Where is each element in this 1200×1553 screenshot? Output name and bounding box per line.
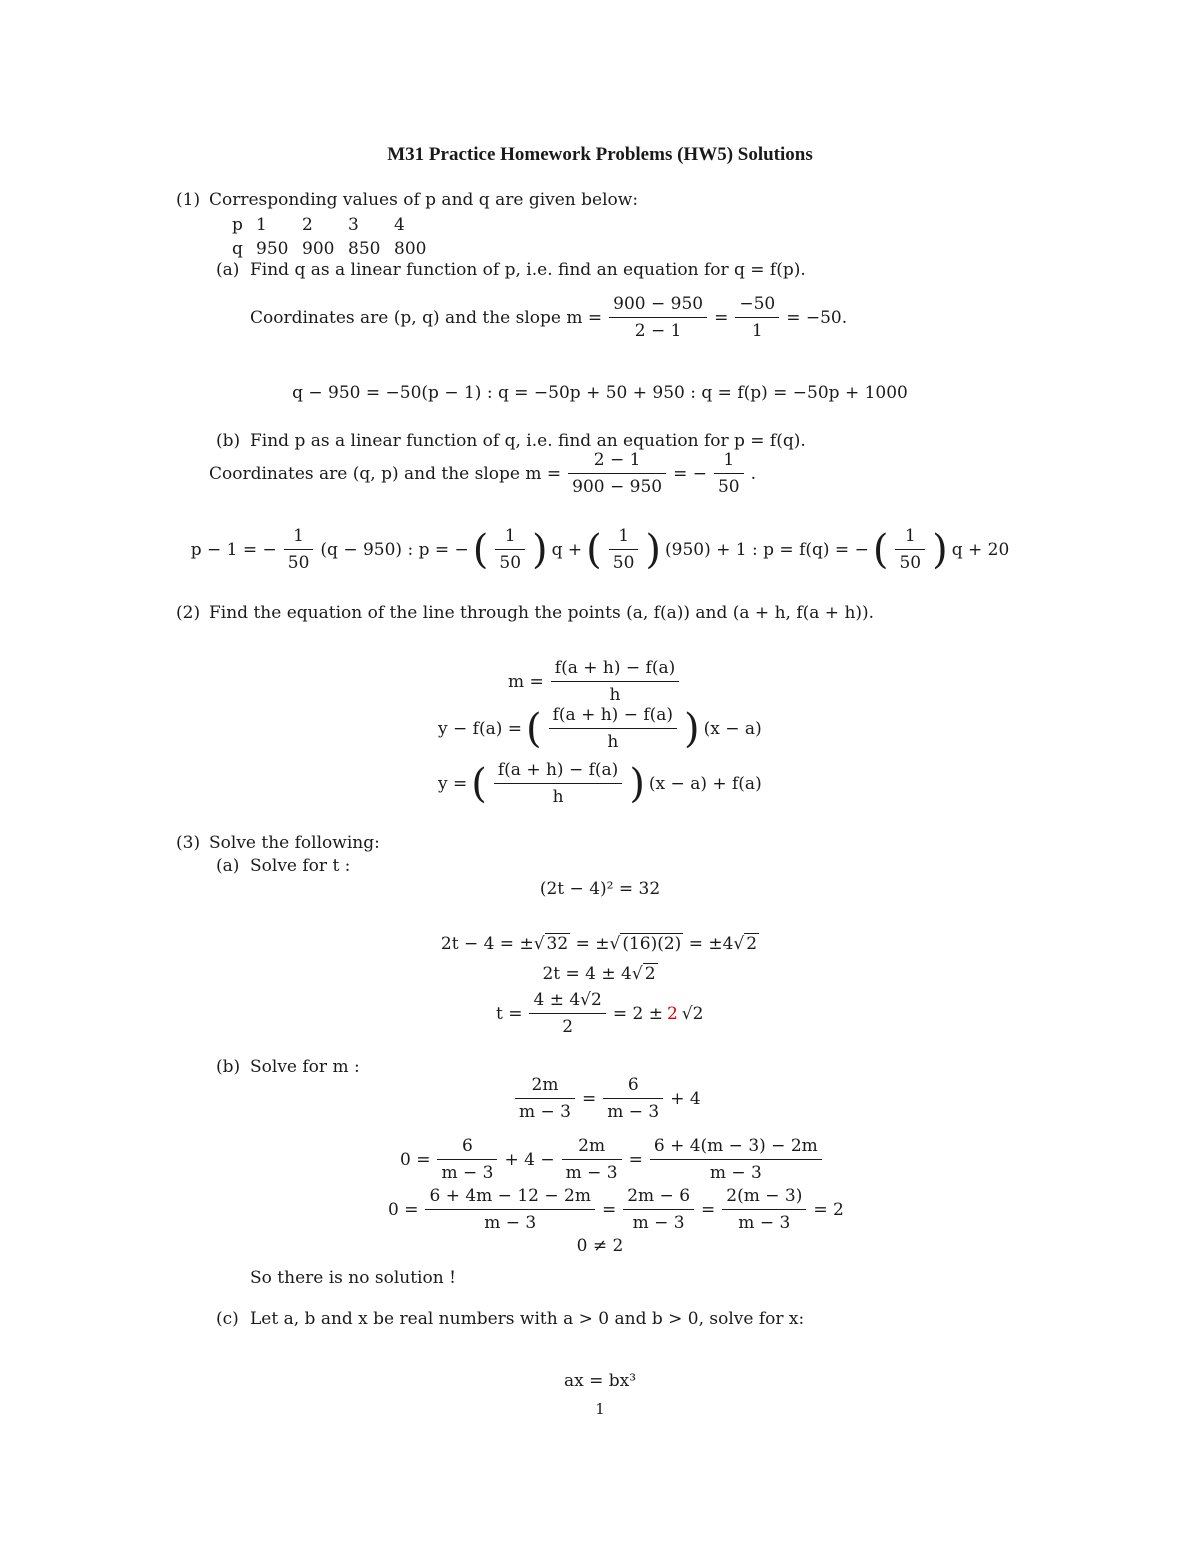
equation-part: = 2: [813, 1199, 844, 1220]
problem-1-label: (1): [176, 190, 201, 210]
numerator: 1: [284, 526, 314, 550]
numerator: f(a + h) − f(a): [549, 705, 677, 729]
equation-part: (q − 950) : p = −: [320, 539, 469, 560]
radicand: (16)(2): [622, 934, 682, 954]
equation-part: 0 =: [388, 1199, 419, 1220]
numerator: 1: [714, 450, 744, 474]
problem-2-text: Find the equation of the line through the points (a, f(a)) and (a + h, f(a + h)).: [209, 603, 875, 623]
equation-part: t =: [496, 1003, 523, 1024]
problem-2-label: (2): [176, 603, 201, 623]
numerator: 6 + 4(m − 3) − 2m: [650, 1136, 822, 1160]
numerator: 2m: [562, 1136, 622, 1160]
part-3c-text: Let a, b and x be real numbers with a > 0 and b > 0, solve for x:: [250, 1309, 805, 1329]
denominator: h: [552, 787, 564, 807]
part-3b-label: (b): [216, 1057, 241, 1077]
radicand: 2: [644, 964, 656, 984]
numerator: 2(m − 3): [722, 1186, 806, 1210]
fraction: [609, 294, 707, 341]
point-slope-formula: y − f(a) = ( $\frac{f(a + h) - f(a)}{h}$ ) (x − a): [438, 705, 762, 752]
fraction: [895, 526, 925, 573]
part-1a-label: (a): [216, 260, 240, 280]
pq-values-table: [232, 214, 440, 262]
denominator: 50: [899, 553, 922, 573]
table-cell: 3: [348, 215, 359, 235]
fraction: [425, 1186, 594, 1233]
equation-part: y − f(a) =: [438, 718, 522, 739]
equation-part: = ±√: [570, 934, 621, 954]
equation-part: = ±4√: [683, 934, 745, 954]
radicand: 2: [746, 934, 758, 954]
numerator: 6: [437, 1136, 497, 1160]
numerator: 6: [603, 1075, 663, 1099]
fraction: [568, 450, 666, 497]
part-1a-equation: q − 950 = −50(p − 1) : q = −50p + 50 + 950 : q = f(p) = −50p + 1000: [292, 383, 908, 403]
equation-part: (x − a) + f(a): [648, 773, 762, 794]
fraction: [623, 1186, 694, 1233]
slope-formula: [508, 658, 682, 705]
denominator: 2: [562, 1017, 574, 1037]
equation-part: = 2 ±: [612, 1003, 663, 1024]
equation-3b-3: 0 = $\frac{6 + 4m - 12 - 2m}{m - 3}$ = $\frac{2m - 6}{m - 3}$ = $\frac{2(m - 3)}{m - 3}$ = 2: [388, 1186, 844, 1233]
fraction: [551, 658, 679, 705]
numerator: f(a + h) − f(a): [494, 760, 622, 784]
denominator: 50: [287, 553, 310, 573]
problem-3-text: Solve the following:: [209, 833, 380, 853]
equation-3a-4: [496, 990, 703, 1037]
table-row: [232, 238, 440, 262]
table-cell: 4: [394, 215, 405, 235]
part-1a-text: Find q as a linear function of p, i.e. find an equation for q = f(p).: [250, 260, 806, 280]
denominator: m − 3: [607, 1102, 660, 1122]
equation-part: (x − a): [703, 718, 762, 739]
table-cell: 950: [256, 239, 289, 259]
slope-result: = −50.: [786, 307, 848, 328]
fraction: [529, 990, 605, 1037]
equation-3b-2: 0 = $\frac{6}{m - 3}$ + 4 − $\frac{2m}{m - 3}$ = $\frac{6 + 4(m - 3) - 2m}{m - 3}$: [400, 1136, 825, 1183]
denominator: m − 3: [519, 1102, 571, 1122]
page-number: 1: [595, 1400, 605, 1418]
part-1b-text: Find p as a linear function of q, i.e. find an equation for p = f(q).: [250, 431, 806, 451]
numerator: 6 + 4m − 12 − 2m: [425, 1186, 594, 1210]
highlighted-correction: 2: [666, 1003, 678, 1024]
part-3a-text: Solve for t :: [250, 856, 351, 876]
fraction: [603, 1075, 663, 1122]
document-title: M31 Practice Homework Problems (HW5) Solutions: [387, 144, 813, 165]
equation-part: p − 1 = −: [190, 539, 277, 560]
numerator: 1: [609, 526, 639, 550]
denominator: h: [607, 732, 619, 752]
denominator: 1: [751, 321, 763, 341]
denominator: h: [609, 685, 621, 705]
table-row-header: q: [232, 239, 243, 259]
equation-part: + 4: [670, 1088, 701, 1109]
denominator: m − 3: [709, 1163, 762, 1183]
equation-part: 0 =: [400, 1149, 431, 1170]
slope-intro: Coordinates are (p, q) and the slope m =: [250, 307, 603, 328]
denominator: m − 3: [632, 1213, 685, 1233]
fraction: [735, 294, 779, 341]
numerator: 4 ± 4√2: [529, 990, 605, 1014]
table-cell: 2: [302, 215, 313, 235]
equals-sign: = −: [673, 463, 707, 484]
denominator: 50: [499, 553, 522, 573]
part-1a-slope-line: Coordinates are (p, q) and the slope m = $\frac{900 - 950}{2 - 1}$ = $\frac{-50}{1}$ = −50.: [250, 294, 848, 341]
fraction: [549, 705, 677, 752]
fraction: [515, 1075, 575, 1122]
fraction: [495, 526, 525, 573]
part-3b-text: Solve for m :: [250, 1057, 360, 1077]
numerator: −50: [735, 294, 779, 318]
problem-1-intro: Corresponding values of p and q are given below:: [209, 190, 639, 210]
equation-3b-4: 0 ≠ 2: [576, 1236, 624, 1256]
table-cell: 1: [256, 215, 267, 235]
table-row-header: p: [232, 215, 243, 235]
equation-part: q +: [551, 539, 583, 560]
fraction: [714, 450, 744, 497]
fraction: [609, 526, 639, 573]
numerator: 1: [895, 526, 925, 550]
part-1b-equation: p − 1 = − $\frac{1}{50}$ (q − 950) : p = − ( $\frac{1}{50}$ ) q + ( $\frac{1}{50}$ ) (950) + 1 : p = f(q) = − ( $\frac{1}{50}$ ) q + 20: [190, 526, 1010, 573]
equation-part: + 4 −: [504, 1149, 555, 1170]
equation-part: m =: [508, 671, 544, 692]
problem-3-label: (3): [176, 833, 201, 853]
equation-3a-1: (2t − 4)² = 32: [539, 879, 661, 899]
denominator: 50: [717, 477, 740, 497]
conclusion-text: So there is no solution !: [250, 1268, 456, 1288]
equation-3c: ax = bx³: [563, 1371, 637, 1391]
denominator: 900 − 950: [572, 477, 663, 497]
equation-3b-1: $\frac{2m}{m - 3}$ = $\frac{6}{m - 3}$ + 4: [512, 1075, 701, 1122]
numerator: 2 − 1: [568, 450, 666, 474]
table-cell: 850: [348, 239, 381, 259]
fraction: [722, 1186, 806, 1233]
radicand: 32: [546, 934, 569, 954]
table-row: [232, 214, 440, 238]
fraction: [494, 760, 622, 807]
table-cell: 900: [302, 239, 335, 259]
part-3a-label: (a): [216, 856, 240, 876]
numerator: 1: [495, 526, 525, 550]
fraction: [562, 1136, 622, 1183]
fraction: [437, 1136, 497, 1183]
numerator: f(a + h) − f(a): [551, 658, 679, 682]
equation-part: (950) + 1 : p = f(q) = −: [665, 539, 869, 560]
slope-intro: Coordinates are (q, p) and the slope m =: [209, 463, 562, 484]
denominator: 2 − 1: [634, 321, 682, 341]
denominator: m − 3: [565, 1163, 618, 1183]
table-cell: 800: [394, 239, 427, 259]
part-1b-slope-line: Coordinates are (q, p) and the slope m = $\frac{2 - 1}{900 - 950}$ = − $\frac{1}{50}$ .: [209, 450, 757, 497]
part-1b-label: (b): [216, 431, 241, 451]
numerator: 900 − 950: [609, 294, 707, 318]
part-3c-label: (c): [216, 1309, 239, 1329]
equation-3a-2: [0, 934, 1200, 954]
numerator: 2m − 6: [623, 1186, 694, 1210]
fraction: [284, 526, 314, 573]
line-equation: y = ( $\frac{f(a + h) - f(a)}{h}$ ) (x − a) + f(a): [438, 760, 762, 807]
fraction: [650, 1136, 822, 1183]
equation-part: 2t − 4 = ±√: [440, 934, 545, 954]
denominator: m − 3: [738, 1213, 791, 1233]
equation-3a-3: [0, 964, 1200, 984]
equation-part: q + 20: [951, 539, 1010, 560]
denominator: m − 3: [441, 1163, 494, 1183]
denominator: m − 3: [484, 1213, 537, 1233]
equation-part: y =: [438, 773, 468, 794]
denominator: 50: [612, 553, 635, 573]
numerator: 2m: [515, 1075, 575, 1099]
equation-part: √2: [681, 1003, 704, 1024]
equation-part: 2t = 4 ± 4√: [542, 964, 643, 984]
